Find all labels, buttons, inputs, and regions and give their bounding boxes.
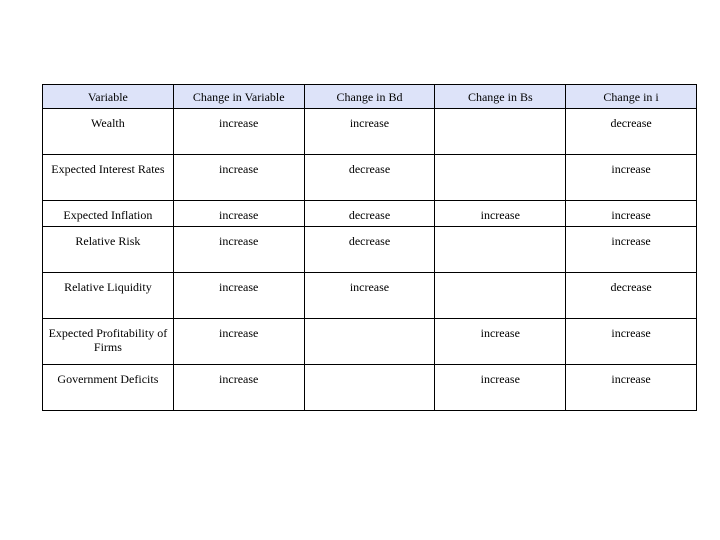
cell-change-in-bs [435,227,566,273]
table-row [43,365,697,411]
cell-change-in-bs [435,273,566,319]
cell-change-in-bs [435,109,566,155]
cell-variable: Expected Inflation [43,201,174,227]
cell-change-in-i: decrease [566,273,697,319]
cell-variable: Relative Liquidity [43,273,174,319]
cell-change-in-i: increase [566,227,697,273]
cell-change-in-bd: decrease [304,201,435,227]
cell-change-in-bd: increase [304,273,435,319]
cell-change-in-bd: decrease [304,155,435,201]
header-change-in-variable: Change in Variable [173,85,304,109]
cell-change-in-i: decrease [566,109,697,155]
table-row [43,155,697,201]
cell-change-in-bs: increase [435,319,566,365]
cell-change-in-variable: increase [173,319,304,365]
cell-change-in-bd: decrease [304,227,435,273]
header-variable: Variable [43,85,174,109]
cell-variable: Expected Profitability of Firms [43,319,174,365]
cell-change-in-bs: increase [435,201,566,227]
cell-change-in-variable: increase [173,273,304,319]
table-row [43,319,697,365]
cell-variable: Government Deficits [43,365,174,411]
cell-change-in-i: increase [566,365,697,411]
bond-market-table [42,84,697,411]
slide-content [42,84,696,411]
cell-change-in-i: increase [566,155,697,201]
cell-change-in-i: increase [566,201,697,227]
cell-change-in-variable: increase [173,365,304,411]
cell-variable: Expected Interest Rates [43,155,174,201]
cell-change-in-bs: increase [435,365,566,411]
cell-change-in-bd: increase [304,109,435,155]
table-row [43,227,697,273]
cell-variable: Wealth [43,109,174,155]
cell-change-in-bs [435,155,566,201]
table-row [43,109,697,155]
cell-change-in-variable: increase [173,227,304,273]
cell-change-in-variable: increase [173,201,304,227]
cell-variable: Relative Risk [43,227,174,273]
cell-change-in-bd [304,319,435,365]
table-row [43,273,697,319]
cell-change-in-variable: increase [173,155,304,201]
cell-change-in-i: increase [566,319,697,365]
table-row [43,201,697,227]
cell-change-in-bd [304,365,435,411]
header-change-in-bs: Change in Bs [435,85,566,109]
cell-change-in-variable: increase [173,109,304,155]
header-change-in-bd: Change in Bd [304,85,435,109]
header-change-in-i: Change in i [566,85,697,109]
header-row [43,85,697,109]
